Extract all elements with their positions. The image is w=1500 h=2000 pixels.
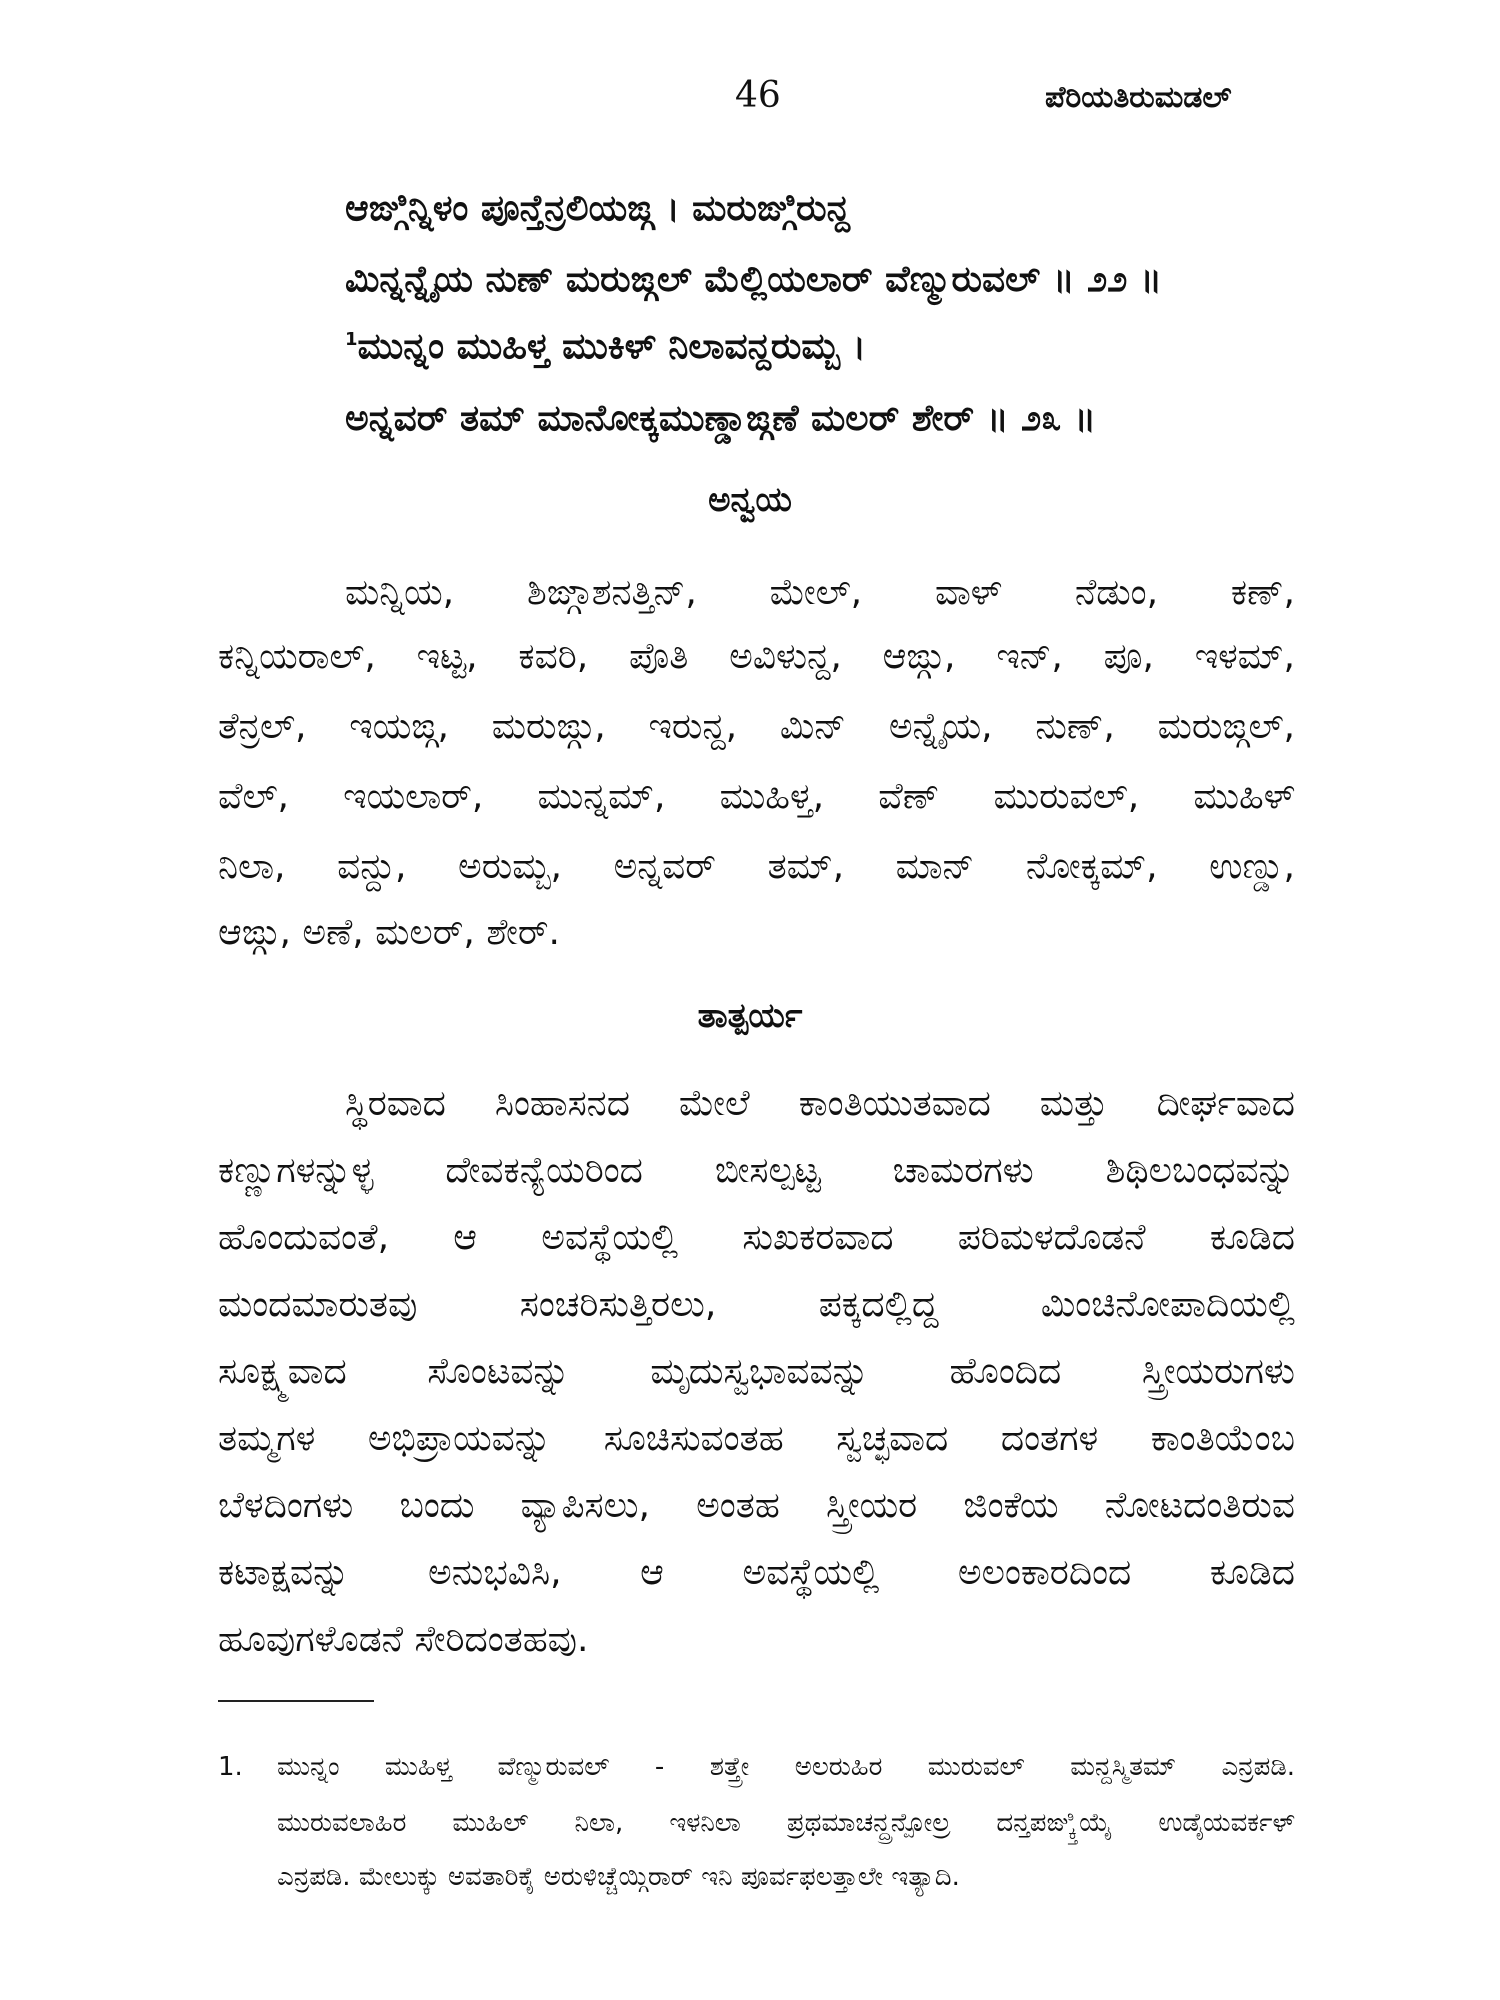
verse-text: ಮುನ್ನಂ ಮುಹಿಳ್ತ ಮುಕಿಳ್ ನಿಲಾವನ್ದರುಮ್ಬ । [357,326,866,367]
footnote-line: ಮುನ್ನಂ ಮುಹಿಳ್ತ ವೆಣ್ಮುರುವಲ್ - ಶತ್ತ್ರೇ ಅಲರುಹಿರ ಮುರುವಲ್ ಮನ್ದಸ್ಮಿತಮ್ ಎನ್ರಪಡಿ. [277,1752,1295,1782]
tatparya-line: ಮಂದಮಾರುತವು ಸಂಚರಿಸುತ್ತಿರಲು, ಪಕ್ಕದಲ್ಲಿದ್ದ ಮಿಂಚಿನೋಪಾದಿಯಲ್ಲಿ [218,1284,1295,1325]
tatparya-heading: ತಾತ್ಪರ್ಯ [697,996,803,1036]
tatparya-line: ಸೂಕ್ಷ್ಮವಾದ ಸೊಂಟವನ್ನು ಮೃದುಸ್ವಭಾವವನ್ನು ಹೊಂದಿದ ಸ್ತ್ರೀಯರುಗಳು [218,1351,1295,1392]
verse-line: ಆಙ್ಗಿನ್ನಿಳಂ ಪೂನ್ತೆನ್ರಲಿಯಙ್ಗ । ಮರುಙ್ಗಿರುನ್ದ [345,188,850,229]
tatparya-line: ಹೂವುಗಳೊಡನೆ ಸೇರಿದಂತಹವು. [218,1619,589,1660]
running-title: ಪೆರಿಯತಿರುಮಡಲ್ [1045,80,1232,115]
footnote-marker: 1 [345,329,358,350]
tatparya-line: ಕಟಾಕ್ಷವನ್ನು ಅನುಭವಿಸಿ, ಆ ಅವಸ್ಥೆಯಲ್ಲಿ ಅಲಂಕಾರದಿಂದ ಕೂಡಿದ [218,1552,1295,1593]
anvaya-line: ಕನ್ನಿಯರಾಲ್, ಇಟ್ಟ, ಕವರಿ, ಪೊತಿ ಅವಿಳುನ್ದ, ಆಙ್ಗು, ಇನ್, ಪೂ, ಇಳಮ್, [218,636,1295,677]
anvaya-heading: ಅನ್ವಯ [708,480,792,520]
tatparya-line: ತಮ್ಮಗಳ ಅಭಿಪ್ರಾಯವನ್ನು ಸೂಚಿಸುವಂತಹ ಸ್ವಚ್ಛವಾದ ದಂತಗಳ ಕಾಂತಿಯೆಂಬ [218,1418,1295,1459]
anvaya-line: ನಿಲಾ, ವನ್ದು, ಅರುಮ್ಬ, ಅನ್ನವರ್ ತಮ್, ಮಾನ್ ನೋಕ್ಕಮ್, ಉಣ್ಡು, [218,846,1295,887]
tatparya-line: ಕಣ್ಣುಗಳನ್ನುಳ್ಳ ದೇವಕನ್ಯೆಯರಿಂದ ಬೀಸಲ್ಪಟ್ಟ ಚಾಮರಗಳು ಶಿಥಿಲಬಂಧವನ್ನು [218,1150,1295,1191]
tatparya-line: ಸ್ಥಿರವಾದ ಸಿಂಹಾಸನದ ಮೇಲೆ ಕಾಂತಿಯುತವಾದ ಮತ್ತು ದೀರ್ಘವಾದ [345,1083,1295,1124]
footnote-number: 1. [218,1752,243,1782]
page-number: 46 [735,75,781,116]
footnote-divider [218,1700,374,1702]
tatparya-line: ಹೊಂದುವಂತೆ, ಆ ಅವಸ್ಥೆಯಲ್ಲಿ ಸುಖಕರವಾದ ಪರಿಮಳದೊಡನೆ ಕೂಡಿದ [218,1217,1295,1258]
verse-line: ಅನ್ನವರ್ ತಮ್ ಮಾನೋಕ್ಕಮುಣ್ಡಾಙ್ಗಣೆ ಮಲರ್ ಶೇರ್ ॥ ೨೩ ॥ [345,398,1096,439]
footnote-line: ಮುರುವಲಾಹಿರ ಮುಹಿಲ್ ನಿಲಾ, ಇಳನಿಲಾ ಪ್ರಥಮಾಚನ್ದ್ರನ್ಪೋಲ್ರ ದನ್ತಪಙ್ಕ್ತಿಯೈ ಉಡೈಯವರ್ಕಳ್ [277,1808,1295,1838]
anvaya-line: ತೆನ್ರಲ್, ಇಯಙ್ಗ, ಮರುಙ್ಗು, ಇರುನ್ದ, ಮಿನ್ ಅನ್ನೈಯ, ನುಣ್, ಮರುಙ್ಗಲ್, [218,706,1295,747]
anvaya-line: ಆಙ್ಗು, ಅಣೆ, ಮಲರ್, ಶೇರ್. [218,912,561,953]
tatparya-line: ಬೆಳದಿಂಗಳು ಬಂದು ವ್ಯಾಪಿಸಲು, ಅಂತಹ ಸ್ತ್ರೀಯರ ಜಿಂಕೆಯ ನೋಟದಂತಿರುವ [218,1485,1295,1526]
verse-line: ಮಿನ್ನನ್ನೈಯ ನುಣ್ ಮರುಙ್ಗಲ್ ಮೆಲ್ಲಿಯಲಾರ್ ವೆಣ್ಮುರುವಲ್ ॥ ೨೨ ॥ [345,259,1162,300]
anvaya-line: ವೆಲ್, ಇಯಲಾರ್, ಮುನ್ನಮ್, ಮುಹಿಳ್ತ, ವೆಣ್ ಮುರುವಲ್, ಮುಹಿಳ್ [218,776,1295,817]
verse-line [345,326,866,368]
anvaya-line: ಮನ್ನಿಯ, ಶಿಙ್ಗಾಶನತ್ತಿನ್, ಮೇಲ್, ವಾಳ್ ನೆಡುಂ, ಕಣ್, [345,572,1295,613]
footnote-line: ಎನ್ರಪಡಿ. ಮೇಲುಕ್ಕು ಅವತಾರಿಕೈ ಅರುಳಿಚ್ಚೆಯ್ಗಿರಾರ್ ಇನಿ ಪೂರ್ವಫಲತ್ತಾಲೇ ಇತ್ಯಾದಿ. [277,1862,960,1892]
